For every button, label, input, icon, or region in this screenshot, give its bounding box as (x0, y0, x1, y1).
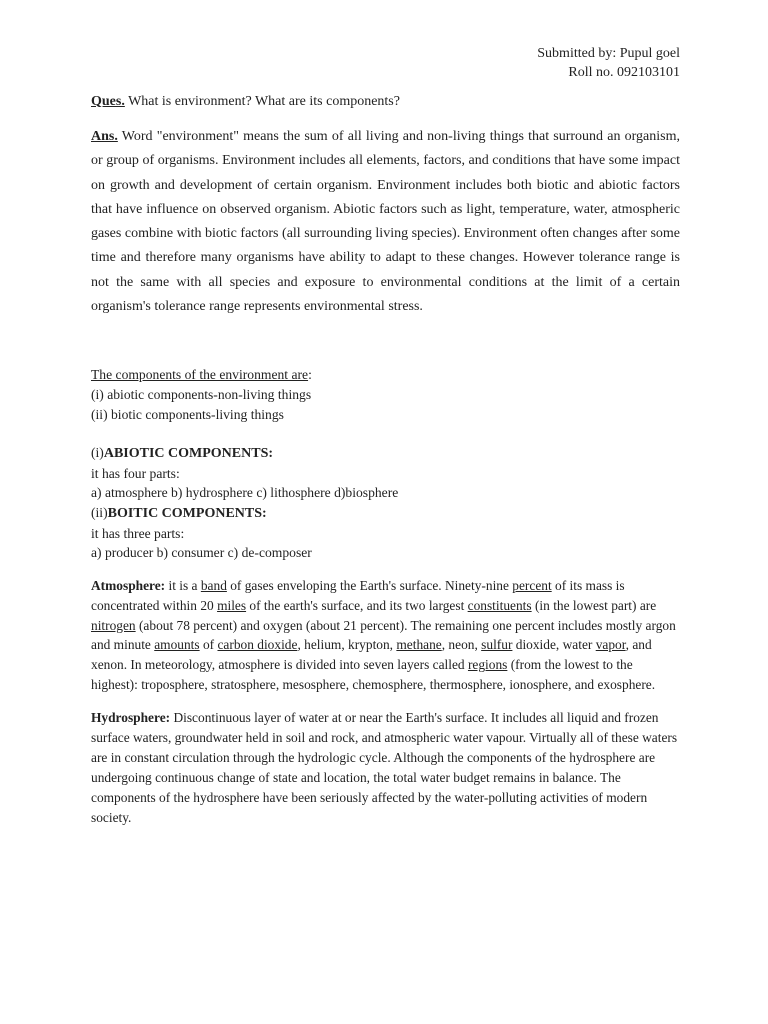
text-run: , and xenon. In meteorology, atmosphere is divided into seven layers called (91, 637, 652, 673)
abiotic-heading (91, 443, 680, 464)
hydrosphere-label: Hydrosphere: (91, 710, 171, 726)
text-run: of the earth's surface, and its two largest (246, 597, 468, 613)
abiotic-section (91, 443, 680, 503)
answer-text: Word "environment" means the sum of all living and non-living things that surround an organism, or group of organisms. Environment includes all elements, factors, and conditions that have some impact on growth and development of certain organism. Environment includes both biotic and abiotic factors that have influence on observed organism. Abiotic factors such as light, temperature, water, atmospheric gases combine with biotic factors (all surrounding living species). Environment often changes after some time and therefore many organisms have ability to adapt to these changes. However tolerance range is not the same with all species and exposure to environmental conditions at the limit of a certain organism's tolerance range represents environmental stress. (91, 129, 680, 315)
abiotic-title: ABIOTIC COMPONENTS: (103, 446, 274, 462)
text-run: (from the lowest to the highest): troposphere, stratosphere, mesosphere, chemosphere, thermosphere, ionosphere, and exosphere. (91, 657, 656, 693)
link-carbon-dioxide[interactable]: carbon dioxide (217, 637, 298, 653)
text-run: of gases enveloping the Earth's surface. Ninety-nine (226, 577, 513, 593)
abiotic-intro: it has four parts: (91, 465, 180, 481)
atmosphere-paragraph (91, 576, 680, 695)
hydrosphere-text: Discontinuous layer of water at or near the Earth's surface. It includes all liquid and frozen surface waters, groundwater held in soil and rock, and atmospheric water vapour. Virtually all of these waters are in constant circulation through the hydrologic cycle. Although the components of the hydrosphere are undergoing continuous change of state and location, the total water budget remains in balance. The components of the hydrosphere have been seriously affected by the water-polluting activities of modern society. (91, 710, 678, 825)
answer-label: Ans. (91, 129, 118, 144)
biotic-heading (91, 503, 680, 524)
link-nitrogen[interactable]: nitrogen (91, 617, 136, 633)
biotic-prefix: (ii) (91, 504, 108, 520)
component-item: (ii) biotic components-living things (91, 406, 284, 422)
link-regions[interactable]: regions (467, 657, 508, 673)
abiotic-parts: a) atmosphere b) hydrosphere c) lithosphere d)biosphere (91, 485, 399, 501)
text-run: (in the lowest part) are (531, 597, 657, 613)
question-text: What is environment? What are its components? (124, 94, 400, 109)
submission-header (91, 44, 680, 82)
answer (91, 125, 680, 319)
components-heading-colon: : (308, 367, 312, 383)
biotic-parts: a) producer b) consumer c) de-composer (91, 545, 312, 561)
link-constituents[interactable]: constituents (467, 597, 532, 613)
submitted-by: Submitted by: Pupul goel (537, 46, 680, 61)
text-run: of (199, 637, 218, 653)
link-methane[interactable]: methane (396, 637, 442, 653)
question (91, 92, 680, 111)
abiotic-prefix: (i) (91, 445, 104, 461)
atmosphere-label: Atmosphere: (91, 577, 166, 593)
biotic-intro: it has three parts: (91, 525, 185, 541)
components-heading-text: The components of the environment are (91, 367, 309, 383)
biotic-section (91, 503, 680, 563)
components-heading (91, 365, 680, 385)
link-amounts[interactable]: amounts (154, 637, 200, 653)
link-miles[interactable]: miles (217, 597, 247, 613)
text-run: (about 78 percent) and oxygen (about 21 percent). The remaining one percent includes mostly argon and minute (91, 617, 676, 653)
text-run: of its mass is concentrated within 20 (91, 577, 625, 613)
link-percent[interactable]: percent (512, 577, 552, 593)
link-sulfur[interactable]: sulfur (481, 637, 513, 653)
link-band[interactable]: band (200, 577, 227, 593)
question-label: Ques. (91, 94, 125, 109)
hydrosphere-paragraph (91, 708, 680, 827)
biotic-title: BOITIC COMPONENTS: (107, 505, 267, 521)
text-run: dioxide, water (512, 637, 596, 653)
roll-number: Roll no. 092103101 (568, 65, 680, 80)
link-vapor[interactable]: vapor (595, 637, 626, 653)
text-run: , helium, krypton, (297, 637, 397, 653)
text-run: , neon, (441, 637, 482, 653)
component-item: (i) abiotic components-non-living things (91, 386, 312, 402)
text-run: it is a (165, 577, 201, 593)
components-list (91, 365, 680, 424)
